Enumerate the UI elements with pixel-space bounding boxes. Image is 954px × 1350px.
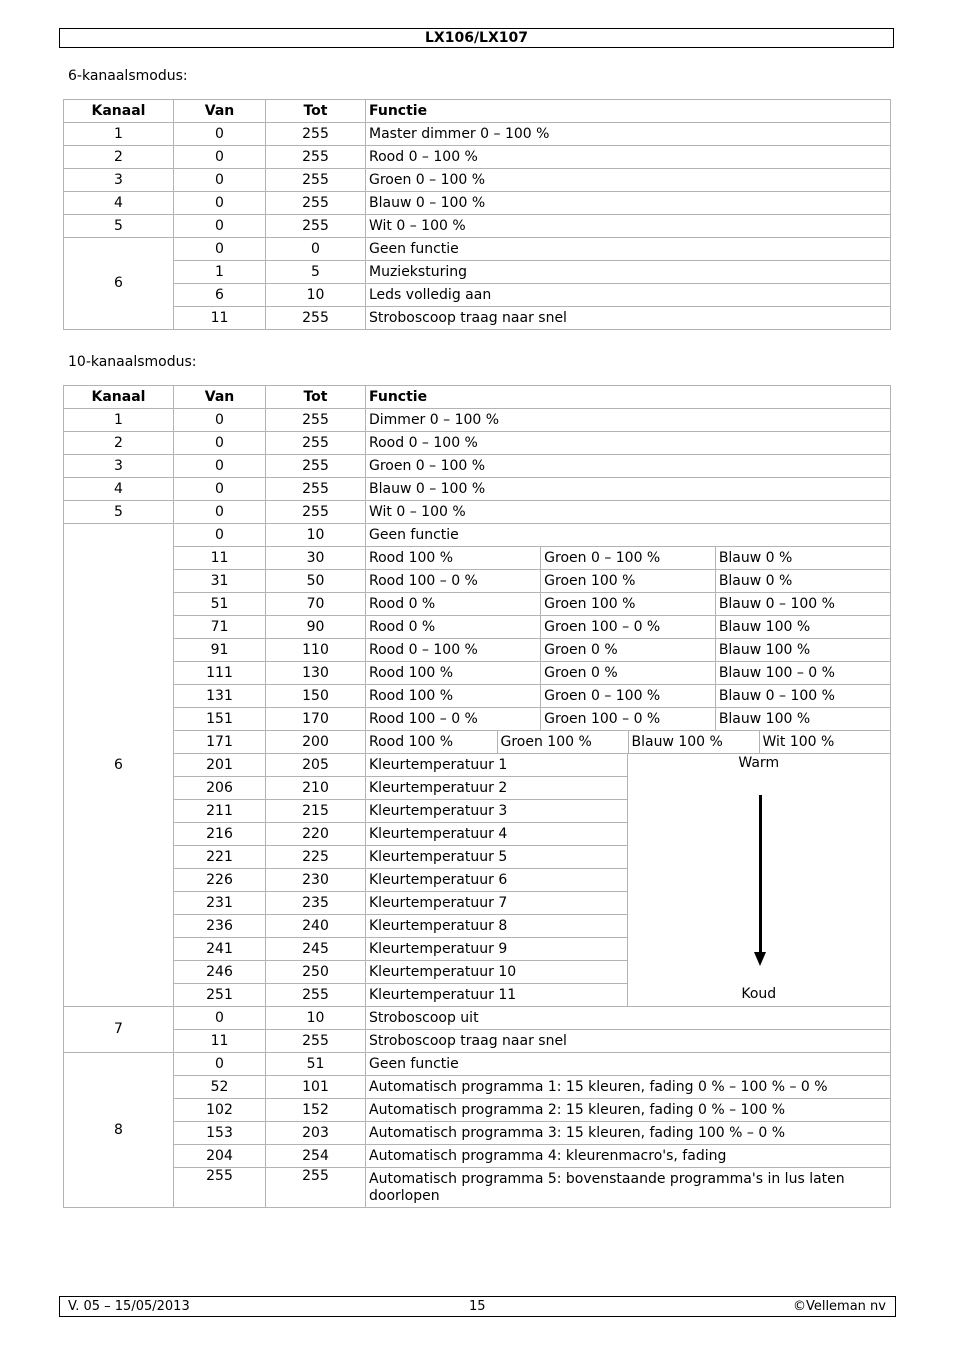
table-row bbox=[64, 307, 891, 330]
cell-tot: 255 bbox=[266, 478, 366, 501]
cell-kanaal: 6 bbox=[64, 524, 174, 1007]
cell-van: 251 bbox=[174, 984, 266, 1007]
table-row bbox=[64, 455, 891, 478]
cell-functie: Dimmer 0 – 100 % bbox=[366, 409, 891, 432]
footer-page-number: 15 bbox=[469, 1299, 486, 1314]
document-footer bbox=[59, 1296, 896, 1317]
cell-tot: 200 bbox=[266, 731, 366, 754]
table-row bbox=[64, 169, 891, 192]
cell-kanaal: 1 bbox=[64, 123, 174, 146]
cell-van: 204 bbox=[174, 1145, 266, 1168]
cell-van: 131 bbox=[174, 685, 266, 708]
cell-tot: 240 bbox=[266, 915, 366, 938]
cell-van: 0 bbox=[174, 1007, 266, 1030]
table-row bbox=[64, 409, 891, 432]
cell-van: 221 bbox=[174, 846, 266, 869]
table-row bbox=[64, 261, 891, 284]
cell-functie: Kleurtemperatuur 5 bbox=[366, 846, 627, 869]
cell-van: 246 bbox=[174, 961, 266, 984]
cell-kanaal: 2 bbox=[64, 146, 174, 169]
cell-functie: Kleurtemperatuur 8 bbox=[366, 915, 627, 938]
cell-van: 0 bbox=[174, 146, 266, 169]
table-row bbox=[64, 478, 891, 501]
table-row bbox=[64, 1076, 891, 1099]
cell-groen: Groen 100 % bbox=[497, 731, 628, 753]
cell-functie: Geen functie bbox=[366, 238, 891, 261]
cell-van: 255 bbox=[174, 1168, 266, 1208]
cell-blauw: Blauw 0 % bbox=[715, 547, 890, 569]
cell-functie bbox=[366, 685, 891, 708]
section-title-6ch: 6-kanaalsmodus: bbox=[68, 68, 188, 84]
cell-rood: Rood 100 % bbox=[369, 664, 454, 681]
cell-van: 206 bbox=[174, 777, 266, 800]
cell-tot: 254 bbox=[266, 1145, 366, 1168]
cell-van: 91 bbox=[174, 639, 266, 662]
cell-groen: Groen 100 – 0 % bbox=[541, 708, 716, 730]
cell-tot: 230 bbox=[266, 869, 366, 892]
cell-van: 11 bbox=[174, 547, 266, 570]
cell-van: 236 bbox=[174, 915, 266, 938]
cell-van: 0 bbox=[174, 169, 266, 192]
cell-functie bbox=[366, 639, 891, 662]
cell-tot: 255 bbox=[266, 501, 366, 524]
table-row bbox=[64, 1030, 891, 1053]
cell-functie: Kleurtemperatuur 4 bbox=[366, 823, 627, 846]
cell-van: 6 bbox=[174, 284, 266, 307]
cell-functie bbox=[366, 616, 891, 639]
cell-functie: Automatisch programma 1: 15 kleuren, fading 0 % – 100 % – 0 % bbox=[366, 1076, 891, 1099]
cell-functie: Automatisch programma 4: kleurenmacro's, fading bbox=[366, 1145, 891, 1168]
cell-van: 201 bbox=[174, 754, 266, 777]
arrow-head-icon bbox=[754, 952, 766, 966]
cell-tot: 90 bbox=[266, 616, 366, 639]
header-functie: Functie bbox=[366, 100, 891, 123]
cell-tot: 205 bbox=[266, 754, 366, 777]
cell-functie: Blauw 0 – 100 % bbox=[366, 478, 891, 501]
cell-functie: Rood 0 – 100 % bbox=[366, 432, 891, 455]
cell-blauw: Blauw 100 % bbox=[715, 639, 890, 661]
cell-tot: 215 bbox=[266, 800, 366, 823]
table-row bbox=[64, 524, 891, 547]
footer-version: V. 05 – 15/05/2013 bbox=[68, 1299, 190, 1314]
cell-van: 0 bbox=[174, 455, 266, 478]
cell-functie: Blauw 0 – 100 % bbox=[366, 192, 891, 215]
cell-functie: Wit 0 – 100 % bbox=[366, 501, 891, 524]
cell-van: 0 bbox=[174, 192, 266, 215]
cell-van: 211 bbox=[174, 800, 266, 823]
cell-van: 231 bbox=[174, 892, 266, 915]
cell-tot: 210 bbox=[266, 777, 366, 800]
cell-kanaal: 7 bbox=[64, 1007, 174, 1053]
section-title-10ch: 10-kanaalsmodus: bbox=[68, 354, 197, 370]
cell-tot: 220 bbox=[266, 823, 366, 846]
table-row bbox=[64, 123, 891, 146]
cell-rood: Rood 100 % bbox=[369, 733, 454, 750]
table-10-channel-mode bbox=[63, 385, 891, 1208]
table-row bbox=[64, 662, 891, 685]
header-van: Van bbox=[174, 386, 266, 409]
cell-tot: 51 bbox=[266, 1053, 366, 1076]
cell-kanaal: 5 bbox=[64, 215, 174, 238]
cell-functie bbox=[366, 570, 891, 593]
cell-functie: Master dimmer 0 – 100 % bbox=[366, 123, 891, 146]
cell-van: 102 bbox=[174, 1099, 266, 1122]
cell-tot: 203 bbox=[266, 1122, 366, 1145]
cell-tot: 255 bbox=[266, 215, 366, 238]
cell-functie: Leds volledig aan bbox=[366, 284, 891, 307]
cell-van: 153 bbox=[174, 1122, 266, 1145]
document-header-title: LX106/LX107 bbox=[59, 28, 894, 48]
header-tot: Tot bbox=[266, 386, 366, 409]
table-row bbox=[64, 731, 891, 754]
cell-functie bbox=[366, 593, 891, 616]
cell-van: 1 bbox=[174, 261, 266, 284]
cell-tot: 110 bbox=[266, 639, 366, 662]
cell-kanaal: 1 bbox=[64, 409, 174, 432]
cell-functie: Groen 0 – 100 % bbox=[366, 169, 891, 192]
cell-groen: Groen 0 % bbox=[541, 662, 716, 684]
cell-van: 0 bbox=[174, 1053, 266, 1076]
table-row bbox=[64, 639, 891, 662]
cell-blauw: Blauw 100 – 0 % bbox=[715, 662, 890, 684]
header-van: Van bbox=[174, 100, 266, 123]
cell-blauw: Blauw 100 % bbox=[715, 616, 890, 638]
cell-tot: 50 bbox=[266, 570, 366, 593]
cell-van: 51 bbox=[174, 593, 266, 616]
cell-functie bbox=[366, 547, 891, 570]
kleurtemperatuur-block bbox=[366, 754, 891, 1007]
header-kanaal: Kanaal bbox=[64, 100, 174, 123]
cell-tot: 150 bbox=[266, 685, 366, 708]
cell-rood: Rood 100 % bbox=[369, 687, 454, 704]
table-row bbox=[64, 1007, 891, 1030]
warm-koud-scale bbox=[627, 754, 890, 1006]
cell-rood: Rood 100 % bbox=[369, 549, 454, 566]
cell-van: 0 bbox=[174, 238, 266, 261]
table-row bbox=[64, 1122, 891, 1145]
cell-functie: Groen 0 – 100 % bbox=[366, 455, 891, 478]
cell-tot: 255 bbox=[266, 432, 366, 455]
cell-tot: 152 bbox=[266, 1099, 366, 1122]
cell-functie bbox=[366, 731, 891, 754]
cell-tot: 30 bbox=[266, 547, 366, 570]
cell-groen: Groen 0 % bbox=[541, 639, 716, 661]
cell-van: 0 bbox=[174, 432, 266, 455]
table-row bbox=[64, 754, 891, 777]
scale-warm-label: Warm bbox=[738, 755, 780, 771]
cell-tot: 10 bbox=[266, 284, 366, 307]
cell-blauw: Blauw 0 – 100 % bbox=[715, 593, 890, 615]
cell-functie: Rood 0 – 100 % bbox=[366, 146, 891, 169]
cell-tot: 225 bbox=[266, 846, 366, 869]
cell-functie: Geen functie bbox=[366, 524, 891, 547]
cell-van: 11 bbox=[174, 1030, 266, 1053]
cell-blauw: Blauw 0 – 100 % bbox=[715, 685, 890, 707]
cell-groen: Groen 100 – 0 % bbox=[541, 616, 716, 638]
cell-tot: 5 bbox=[266, 261, 366, 284]
cell-functie: Kleurtemperatuur 10 bbox=[366, 961, 627, 984]
cell-functie: Kleurtemperatuur 3 bbox=[366, 800, 627, 823]
arrow-down-icon bbox=[759, 795, 762, 955]
cell-van: 0 bbox=[174, 501, 266, 524]
cell-blauw: Blauw 0 % bbox=[715, 570, 890, 592]
table-row bbox=[64, 284, 891, 307]
cell-kanaal: 8 bbox=[64, 1053, 174, 1208]
cell-kanaal: 2 bbox=[64, 432, 174, 455]
cell-blauw: Blauw 100 % bbox=[715, 708, 890, 730]
cell-functie: Automatisch programma 2: 15 kleuren, fading 0 % – 100 % bbox=[366, 1099, 891, 1122]
cell-functie: Stroboscoop traag naar snel bbox=[366, 1030, 891, 1053]
cell-tot: 255 bbox=[266, 146, 366, 169]
header-kanaal: Kanaal bbox=[64, 386, 174, 409]
cell-tot: 255 bbox=[266, 1168, 366, 1208]
cell-tot: 255 bbox=[266, 984, 366, 1007]
cell-tot: 255 bbox=[266, 169, 366, 192]
cell-functie: Automatisch programma 3: 15 kleuren, fading 100 % – 0 % bbox=[366, 1122, 891, 1145]
cell-functie: Geen functie bbox=[366, 1053, 891, 1076]
cell-functie: Kleurtemperatuur 11 bbox=[369, 986, 517, 1003]
cell-functie: Wit 0 – 100 % bbox=[366, 215, 891, 238]
cell-van: 0 bbox=[174, 478, 266, 501]
cell-functie: Kleurtemperatuur 1 bbox=[366, 754, 627, 777]
table-row bbox=[64, 1099, 891, 1122]
cell-tot: 0 bbox=[266, 238, 366, 261]
cell-van: 111 bbox=[174, 662, 266, 685]
cell-groen: Groen 100 % bbox=[541, 570, 716, 592]
cell-van: 52 bbox=[174, 1076, 266, 1099]
table-6-channel-mode bbox=[63, 99, 891, 330]
cell-van: 11 bbox=[174, 307, 266, 330]
cell-van: 0 bbox=[174, 215, 266, 238]
cell-tot: 10 bbox=[266, 1007, 366, 1030]
cell-functie: Automatisch programma 5: bovenstaande programma's in lus laten doorlopen bbox=[366, 1168, 891, 1208]
footer-copyright: ©Velleman nv bbox=[792, 1299, 886, 1314]
table-row bbox=[64, 685, 891, 708]
table-row bbox=[64, 1168, 891, 1208]
cell-functie: Kleurtemperatuur 6 bbox=[366, 869, 627, 892]
cell-tot: 170 bbox=[266, 708, 366, 731]
cell-kanaal: 4 bbox=[64, 478, 174, 501]
cell-tot: 255 bbox=[266, 307, 366, 330]
cell-wit: Wit 100 % bbox=[759, 731, 890, 753]
cell-tot: 101 bbox=[266, 1076, 366, 1099]
table-row bbox=[64, 432, 891, 455]
cell-tot: 10 bbox=[266, 524, 366, 547]
table-header-row bbox=[64, 100, 891, 123]
table-row bbox=[64, 238, 891, 261]
cell-kanaal: 3 bbox=[64, 455, 174, 478]
cell-van: 226 bbox=[174, 869, 266, 892]
cell-van: 31 bbox=[174, 570, 266, 593]
cell-tot: 255 bbox=[266, 455, 366, 478]
cell-rood: Rood 100 – 0 % bbox=[369, 572, 478, 589]
table-row bbox=[64, 1053, 891, 1076]
table-row bbox=[64, 570, 891, 593]
cell-van: 216 bbox=[174, 823, 266, 846]
cell-functie bbox=[366, 662, 891, 685]
cell-functie: Stroboscoop traag naar snel bbox=[366, 307, 891, 330]
table-row bbox=[64, 1145, 891, 1168]
header-functie: Functie bbox=[366, 386, 891, 409]
header-tot: Tot bbox=[266, 100, 366, 123]
table-row bbox=[64, 146, 891, 169]
cell-tot: 70 bbox=[266, 593, 366, 616]
cell-groen: Groen 0 – 100 % bbox=[541, 685, 716, 707]
cell-van: 241 bbox=[174, 938, 266, 961]
cell-van: 171 bbox=[174, 731, 266, 754]
table-row bbox=[64, 593, 891, 616]
cell-tot: 255 bbox=[266, 409, 366, 432]
table-row bbox=[64, 616, 891, 639]
table-row bbox=[64, 547, 891, 570]
cell-functie bbox=[366, 708, 891, 731]
cell-functie: Kleurtemperatuur 7 bbox=[366, 892, 627, 915]
cell-van: 0 bbox=[174, 524, 266, 547]
cell-van: 0 bbox=[174, 409, 266, 432]
cell-rood: Rood 100 – 0 % bbox=[369, 710, 478, 727]
cell-van: 0 bbox=[174, 123, 266, 146]
cell-functie: Kleurtemperatuur 2 bbox=[366, 777, 627, 800]
table-row bbox=[64, 192, 891, 215]
cell-tot: 255 bbox=[266, 123, 366, 146]
cell-tot: 130 bbox=[266, 662, 366, 685]
cell-tot: 235 bbox=[266, 892, 366, 915]
cell-kanaal: 6 bbox=[64, 238, 174, 330]
cell-groen: Groen 100 % bbox=[541, 593, 716, 615]
cell-rood: Rood 0 – 100 % bbox=[369, 641, 478, 658]
cell-rood: Rood 0 % bbox=[369, 618, 436, 635]
cell-tot: 255 bbox=[266, 1030, 366, 1053]
cell-van: 151 bbox=[174, 708, 266, 731]
table-row bbox=[64, 708, 891, 731]
cell-kanaal: 4 bbox=[64, 192, 174, 215]
cell-functie: Stroboscoop uit bbox=[366, 1007, 891, 1030]
cell-tot: 255 bbox=[266, 192, 366, 215]
cell-van: 71 bbox=[174, 616, 266, 639]
table-row bbox=[64, 501, 891, 524]
cell-blauw: Blauw 100 % bbox=[628, 731, 759, 753]
scale-koud-label: Koud bbox=[741, 986, 777, 1002]
cell-tot: 245 bbox=[266, 938, 366, 961]
cell-groen: Groen 0 – 100 % bbox=[541, 547, 716, 569]
table-row bbox=[64, 215, 891, 238]
cell-rood: Rood 0 % bbox=[369, 595, 436, 612]
cell-kanaal: 3 bbox=[64, 169, 174, 192]
cell-functie: Muzieksturing bbox=[366, 261, 891, 284]
cell-functie: Kleurtemperatuur 9 bbox=[366, 938, 627, 961]
cell-kanaal: 5 bbox=[64, 501, 174, 524]
table-header-row bbox=[64, 386, 891, 409]
cell-tot: 250 bbox=[266, 961, 366, 984]
